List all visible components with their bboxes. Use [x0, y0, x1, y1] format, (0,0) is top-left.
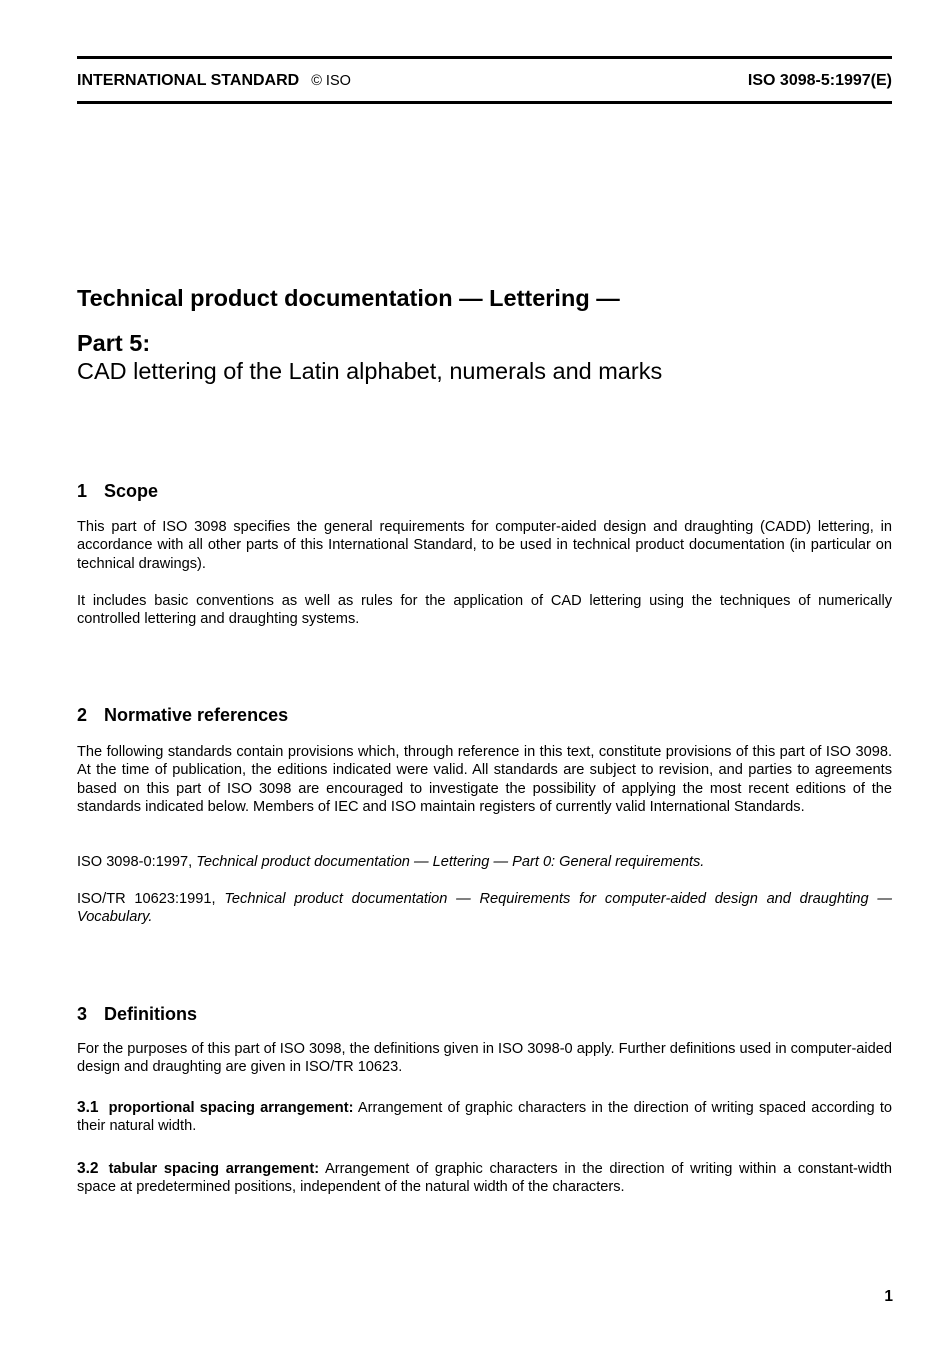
section-number: 3	[77, 1004, 88, 1024]
part-subtitle: CAD lettering of the Latin alphabet, numerals and marks	[77, 358, 663, 384]
standard-reference: ISO 3098-5:1997(E)	[747, 72, 892, 89]
document-title: Technical product documentation — Lettering —	[77, 285, 620, 311]
normative-references-intro: The following standards contain provisions which, through reference in this text, constitute provisions of this part of ISO 3098. At the time of publication, the editions indicated were valid. All standards are subject to revision, and parties to agreements based on this part of ISO 3098 are encouraged to investigate the possibility of applying the most recent editions of the standards indicated below. Members of IEC and ISO maintain registers of currently valid International Standards.	[77, 744, 892, 815]
reference-item	[77, 890, 892, 927]
reference-code: ISO 3098-0:1997,	[77, 854, 193, 870]
scope-paragraph-1: This part of ISO 3098 specifies the general requirements for computer-aided design and draughting (CADD) lettering, in accordance with all other parts of this International Standard, to be used in technical product documentation (in particular on technical drawings).	[77, 519, 892, 572]
definition-number: 3.2	[77, 1160, 99, 1177]
section-number: 1	[77, 481, 88, 501]
reference-code: ISO/TR 10623:1991,	[77, 891, 216, 907]
reference-item	[77, 853, 892, 871]
reference-title: Technical product documentation — Lettering — Part 0: General requirements.	[196, 854, 705, 870]
definition-text: Arrangement of graphic characters in the direction of writing spaced according to their natural width.	[77, 1100, 893, 1135]
reference-title: Technical product documentation — Requirements for computer-aided design and draughting — Vocabulary.	[77, 891, 893, 926]
section-title: Normative references	[104, 705, 289, 725]
definition-text: Arrangement of graphic characters in the direction of writing within a constant-width space at predetermined positions, independent of the natural width of the characters.	[77, 1161, 892, 1196]
page-number: 1	[884, 1288, 893, 1305]
scope-paragraph-2: It includes basic conventions as well as rules for the application of CAD lettering using the techniques of numerically controlled lettering and draughting systems.	[77, 593, 892, 628]
definitions-intro: For the purposes of this part of ISO 3098, the definitions given in ISO 3098-0 apply. Further definitions used in computer-aided design and draughting are given in ISO/TR 10623.	[77, 1041, 893, 1076]
definition-term: proportional spacing arrangement:	[108, 1100, 354, 1116]
section-heading-scope	[77, 480, 158, 502]
header-top-rule	[77, 56, 892, 59]
definition-item	[77, 1160, 892, 1197]
part-label: Part 5:	[77, 330, 151, 356]
header-left	[77, 71, 351, 91]
header-bottom-rule	[77, 101, 892, 104]
definition-number: 3.1	[77, 1099, 99, 1116]
section-heading-definitions	[77, 1003, 197, 1025]
definition-item	[77, 1099, 892, 1136]
section-title: Definitions	[104, 1004, 197, 1024]
section-heading-normative-references	[77, 704, 288, 726]
standard-label: INTERNATIONAL STANDARD	[77, 72, 300, 89]
copyright-notice: © ISO	[311, 73, 351, 89]
section-number: 2	[77, 705, 88, 725]
section-title: Scope	[104, 481, 159, 501]
definition-term: tabular spacing arrangement:	[108, 1161, 320, 1177]
